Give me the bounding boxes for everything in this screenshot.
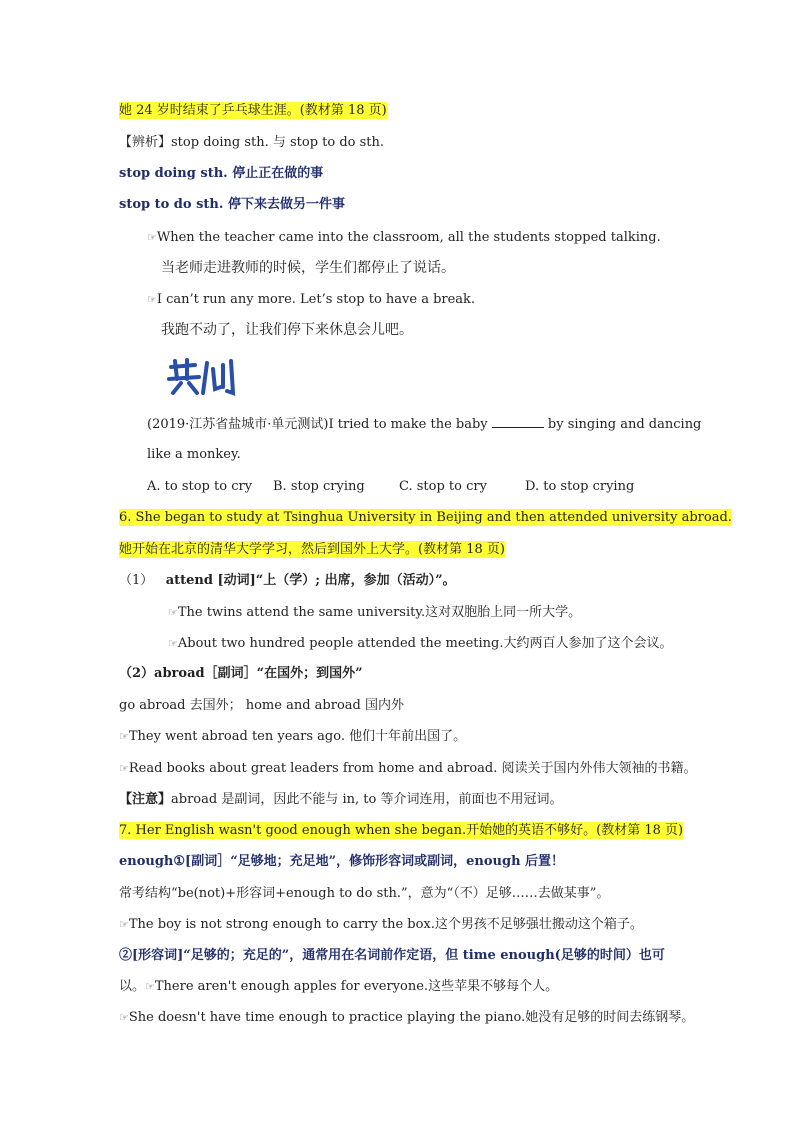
point-1-example-1: ☞The twins attend the same university.这对双胞胎上同一所大学。 [168,605,582,620]
option-a: A. to stop to cry [147,479,253,494]
hand-pointer-icon: ☞ [119,918,129,931]
option-b: B. stop crying [273,479,365,494]
hand-pointer-icon: ☞ [168,637,178,650]
example-1-cn: 当老师走进教师的时候，学生们都停止了说话。 [161,260,455,276]
question-line-1: (2019·江苏省盐城市·单元测试)I tried to make the baby by singing and dancing [147,417,702,432]
point-2-example-2: ☞Read books about great leaders from home and abroad. 阅读关于国内外伟大领袖的书籍。 [119,761,697,776]
hand-pointer-icon: ☞ [145,980,155,993]
option-d: D. to stop crying [525,479,635,494]
stop-to-do-def: stop to do sth. 停下来去做另一件事 [119,197,345,212]
sentence-5-translation: 她 24 岁时结束了乒乓球生涯。(教材第 18 页) [119,103,387,118]
hand-pointer-icon: ☞ [168,606,178,619]
hand-pointer-icon: ☞ [119,730,129,743]
sentence-6-cn: 她开始在北京的清华大学学习，然后到国外上大学。(教材第 18 页) [119,542,505,557]
example-1-en: ☞When the teacher came into the classroom, all the students stopped talking. [147,230,661,245]
answer-blank [492,415,544,428]
hand-pointer-icon: ☞ [147,293,157,306]
question-options [147,478,634,496]
example-stamp-icon [165,357,241,397]
hand-pointer-icon: ☞ [119,1011,129,1024]
hand-pointer-icon: ☞ [147,231,157,244]
enough-example-3: ☞She doesn't have time enough to practice playing the piano.她没有足够的时间去练钢琴。 [119,1010,695,1025]
point-2-heading: （2）abroad［副词］“在国外；到国外” [119,666,363,681]
hand-pointer-icon: ☞ [119,762,129,775]
example-2-cn: 我跑不动了，让我们停下来休息会儿吧。 [161,322,413,338]
sentence-6-en: 6. She began to study at Tsinghua University in Beijing and then attended university abroad. [119,510,732,525]
analysis-line: 【辨析】stop doing sth. 与 stop to do sth. [119,135,385,150]
option-c: C. stop to cry [399,479,487,494]
enough-example-2: 以。☞There aren't enough apples for everyone.这些苹果不够每个人。 [119,979,559,994]
point-2-example-1: ☞They went abroad ten years ago. 他们十年前出国了。 [119,729,467,744]
enough-adjective-def: ②[形容词]“足够的；充足的”，通常用在名词前作定语，但 time enough(足够的时间）也可 [119,948,665,963]
enough-adverb-def: enough①[副词］“足够地；充足地”，修饰形容词或副词，enough 后置！ [119,854,565,869]
stop-doing-def: stop doing sth. 停止正在做的事 [119,166,324,181]
sentence-7: 7. Her English wasn't good enough when she began.开始她的英语不够好。(教材第 18 页) [119,823,684,838]
point-1-heading: （1） attend [动词]“上（学）; 出席，参加（活动）”。 [119,573,456,588]
point-1-example-2: ☞About two hundred people attended the meeting.大约两百人参加了这个会议。 [168,636,673,651]
note-line: 【注意】abroad 是副词，因此不能与 in, to 等介词连用，前面也不用冠词。 [119,792,563,807]
enough-structure: 常考结构“be(not)+形容词+enough to do sth.”，意为“（不）足够……去做某事”。 [119,886,610,901]
point-2-phrases: go abroad 去国外； home and abroad 国内外 [119,698,404,713]
enough-example-1: ☞The boy is not strong enough to carry the box.这个男孩不足够强壮搬动这个箱子。 [119,917,643,932]
example-2-en: ☞I can’t run any more. Let’s stop to have a break. [147,292,476,307]
question-line-2: like a monkey. [147,447,241,462]
